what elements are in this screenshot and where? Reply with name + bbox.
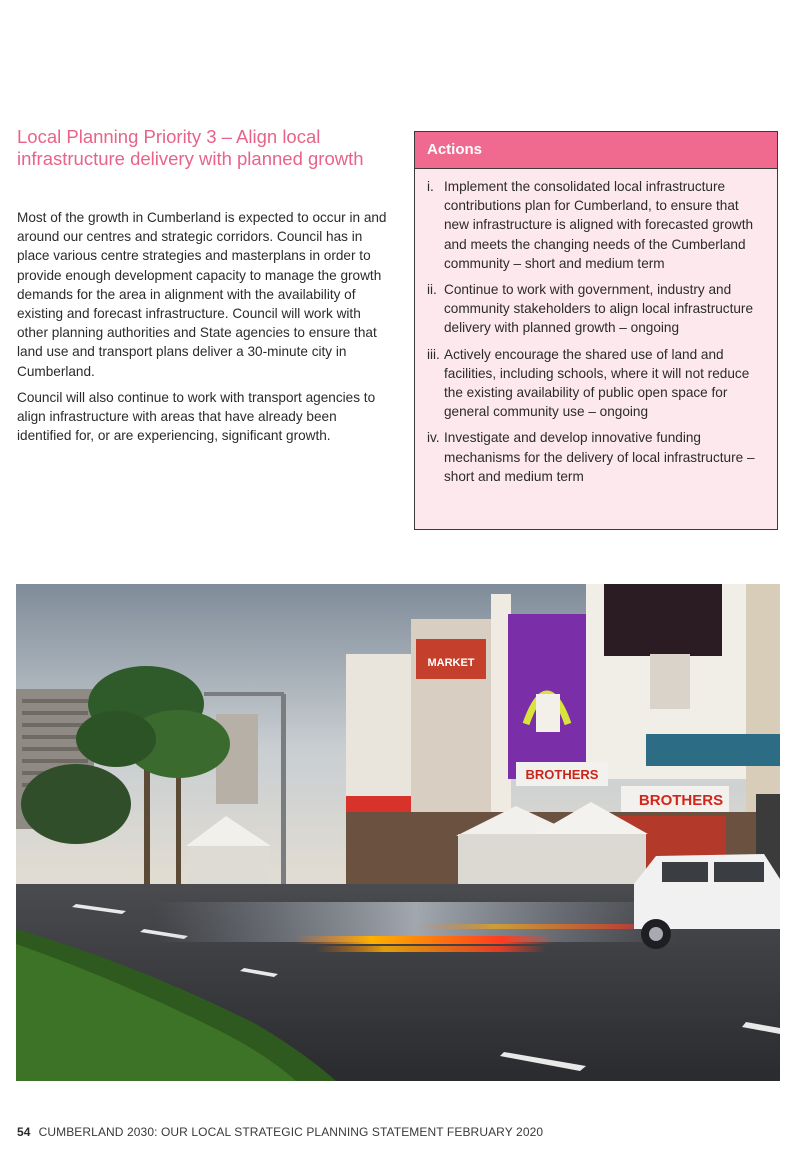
action-text: Implement the consolidated local infrastructure contributions plan for Cumberland, to ensure that new infrastructure is aligned with forecasted growth and meets the changing needs of the Cumberland community – short and medium term	[444, 179, 754, 271]
action-text: Actively encourage the shared use of land and facilities, including schools, where it will not reduce the existing availability of public open space for general community use – ongoing	[444, 346, 750, 420]
action-item	[415, 177, 765, 273]
actions-box	[414, 131, 778, 530]
light-streak	[294, 936, 554, 944]
actions-list	[415, 169, 777, 486]
action-item	[415, 345, 765, 422]
page-footer	[17, 1125, 543, 1139]
street-photo	[16, 584, 780, 1081]
actions-title: Actions	[415, 132, 777, 169]
brothers-sign: BROTHERS	[638, 792, 724, 809]
action-number: ii.	[427, 282, 437, 298]
action-text: Continue to work with government, industry and community stakeholders to align local infrastructure delivery with planned growth – ongoing	[444, 282, 754, 336]
page-number: 54	[17, 1125, 31, 1139]
body-paragraph: Council will also continue to work with transport agencies to align infrastructure with areas that have already been identified for, or are experiencing, significant growth.	[17, 389, 376, 444]
body-paragraph: Most of the growth in Cumberland is expected to occur in and around our centres and strategic corridors. Council has in place various centre strategies and masterplans in order to provide enough development capacity to manage the growth demands for the area in alignment with the availability of existing and forecast infrastructure. Council will work with other planning authorities and State agencies to ensure that land use and transport plans deliver a 30-minute city in Cumberland.	[17, 210, 387, 379]
brothers-sign: BROTHERS	[525, 767, 599, 782]
action-item	[415, 280, 765, 338]
market-sign: MARKET	[427, 657, 475, 669]
action-text: Investigate and develop innovative funding mechanisms for the delivery of local infrastructure – short and medium term	[444, 430, 755, 484]
body-text	[17, 208, 389, 452]
action-number: i.	[427, 179, 434, 194]
section-heading: Local Planning Priority 3 – Align local infrastructure delivery with planned growth	[17, 126, 364, 169]
publication-title: CUMBERLAND 2030: OUR LOCAL STRATEGIC PLANNING STATEMENT FEBRUARY 2020	[38, 1125, 544, 1139]
action-item	[415, 428, 765, 486]
action-number: iii.	[427, 346, 440, 362]
action-number: iv.	[427, 430, 440, 446]
